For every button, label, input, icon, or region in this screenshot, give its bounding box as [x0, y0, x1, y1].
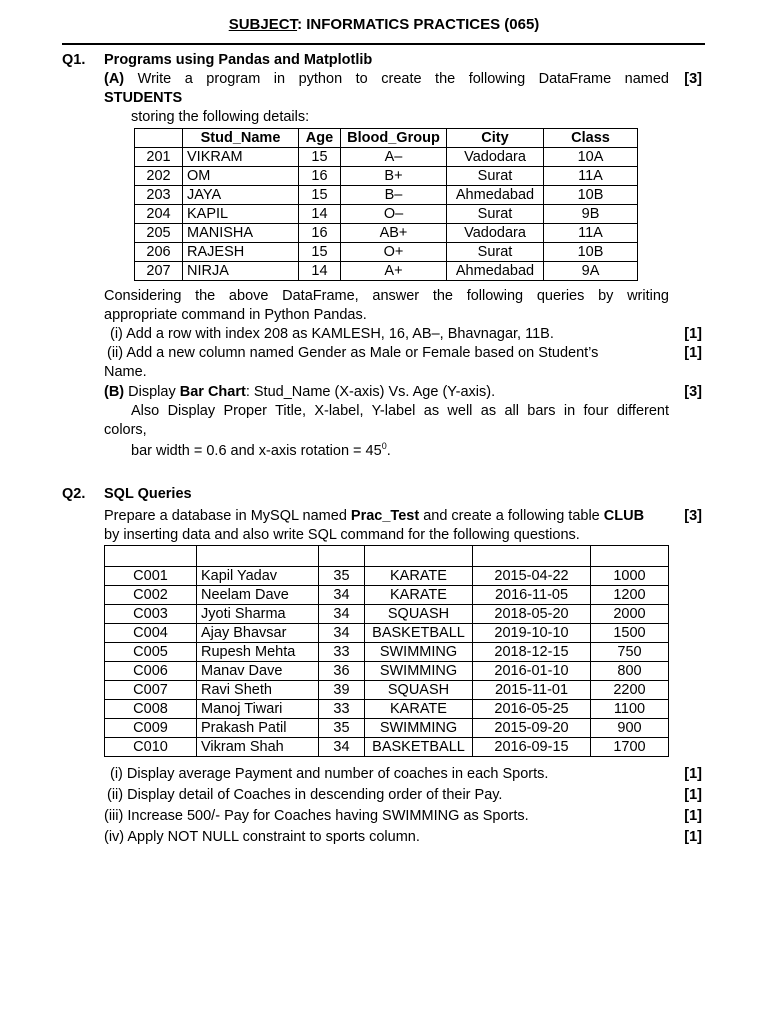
q2-intro-1b: and create a following table [419, 508, 604, 524]
students-cell: Vadodara [447, 224, 544, 243]
students-cell: 201 [135, 148, 183, 167]
students-cell: 9B [544, 205, 638, 224]
club-header-cell [473, 546, 591, 567]
club-cell: SQUASH [365, 605, 473, 624]
students-row [135, 148, 638, 167]
students-header-cell: Blood_Group [341, 129, 447, 148]
club-cell: C006 [105, 662, 197, 681]
students-cell: OM [183, 167, 299, 186]
club-row [105, 738, 669, 757]
q2-query-iv: (iv) Apply NOT NULL constraint to sports column. [104, 829, 420, 845]
q1-a-text-body: Write a program in python to create the following DataFrame named [137, 71, 670, 87]
q2-intro-2: by inserting data and also write SQL command for the following questions. [104, 527, 580, 543]
club-cell: 34 [319, 586, 365, 605]
club-header-cell [365, 546, 473, 567]
students-table [134, 128, 638, 281]
club-cell: 2200 [591, 681, 669, 700]
club-cell: C009 [105, 719, 197, 738]
subject-title: : INFORMATICS PRACTICES (065) [297, 16, 540, 33]
club-cell: 1700 [591, 738, 669, 757]
q2-query-iii-mark: [1] [684, 808, 702, 824]
club-cell: 1500 [591, 624, 669, 643]
club-cell: 2015-04-22 [473, 567, 591, 586]
students-header-cell: Stud_Name [183, 129, 299, 148]
students-cell: Ahmedabad [447, 186, 544, 205]
q1-a-bold: STUDENTS [104, 90, 183, 106]
q2-title: SQL Queries [104, 486, 192, 502]
q1-consider-2: appropriate command in Python Pandas. [104, 307, 367, 323]
club-cell: 2015-09-20 [473, 719, 591, 738]
club-cell: Kapil Yadav [197, 567, 319, 586]
club-row [105, 605, 669, 624]
q1-consider-1: Considering the above DataFrame, answer the following queries by writing [104, 288, 669, 304]
club-cell: 34 [319, 624, 365, 643]
q1-b-text-b: : Stud_Name (X-axis) Vs. Age (Y-axis). [245, 384, 496, 400]
club-cell: 2015-11-01 [473, 681, 591, 700]
club-cell: 35 [319, 567, 365, 586]
club-header-row [105, 546, 669, 567]
club-cell: Jyoti Sharma [197, 605, 319, 624]
club-cell: SQUASH [365, 681, 473, 700]
club-cell: 33 [319, 700, 365, 719]
q1-query-ii-cont: Name. [104, 364, 147, 380]
students-cell: 15 [299, 186, 341, 205]
students-cell: O+ [341, 243, 447, 262]
club-cell: BASKETBALL [365, 624, 473, 643]
club-cell: C001 [105, 567, 197, 586]
club-row [105, 681, 669, 700]
students-cell: 14 [299, 262, 341, 281]
q2-number: Q2. [62, 486, 86, 502]
club-cell: 2018-05-20 [473, 605, 591, 624]
club-cell: Prakash Patil [197, 719, 319, 738]
club-row [105, 567, 669, 586]
q1-query-ii-mark: [1] [684, 345, 702, 361]
club-cell: Ajay Bhavsar [197, 624, 319, 643]
club-cell: SWIMMING [365, 662, 473, 681]
club-cell: 1100 [591, 700, 669, 719]
students-cell: NIRJA [183, 262, 299, 281]
q2-query-ii-mark: [1] [684, 787, 702, 803]
q1-a-text [104, 71, 669, 87]
club-cell: 34 [319, 605, 365, 624]
club-cell: C004 [105, 624, 197, 643]
students-header-row [135, 129, 638, 148]
students-row [135, 167, 638, 186]
club-cell: Rupesh Mehta [197, 643, 319, 662]
club-row [105, 624, 669, 643]
club-header-cell [319, 546, 365, 567]
q2-intro-1 [104, 508, 644, 524]
club-cell: SWIMMING [365, 643, 473, 662]
club-cell: C010 [105, 738, 197, 757]
club-cell: 1000 [591, 567, 669, 586]
q1-b-mark: [3] [684, 384, 702, 400]
students-cell: 205 [135, 224, 183, 243]
q1-b-label: (B) [104, 384, 125, 400]
club-row [105, 662, 669, 681]
q2-query-iv-mark: [1] [684, 829, 702, 845]
q1-title: Programs using Pandas and Matplotlib [104, 52, 373, 68]
students-cell: 204 [135, 205, 183, 224]
students-header-cell: City [447, 129, 544, 148]
q2-query-ii: (ii) Display detail of Coaches in descending order of their Pay. [107, 787, 503, 803]
students-header-cell: Age [299, 129, 341, 148]
club-cell: 2016-11-05 [473, 586, 591, 605]
club-cell: Vikram Shah [197, 738, 319, 757]
students-cell: B– [341, 186, 447, 205]
club-row [105, 643, 669, 662]
club-cell: 2016-01-10 [473, 662, 591, 681]
students-cell: 203 [135, 186, 183, 205]
club-cell: 2019-10-10 [473, 624, 591, 643]
students-header-cell: Class [544, 129, 638, 148]
q1-query-ii: (ii) Add a new column named Gender as Male or Female based on Student’s [107, 345, 599, 361]
q1-b-bold: Bar Chart [179, 384, 246, 400]
club-cell: 36 [319, 662, 365, 681]
q1-b-line3: colors, [104, 422, 147, 438]
club-cell: Neelam Dave [197, 586, 319, 605]
header-rule [62, 43, 705, 45]
students-cell: 202 [135, 167, 183, 186]
club-header-cell [105, 546, 197, 567]
q2-intro-table: CLUB [603, 508, 645, 524]
q1-a-text2: storing the following details: [131, 109, 310, 125]
club-cell: 33 [319, 643, 365, 662]
q1-a-mark: [3] [684, 71, 702, 87]
students-cell: VIKRAM [183, 148, 299, 167]
students-cell: 11A [544, 224, 638, 243]
students-cell: 11A [544, 167, 638, 186]
students-cell: A+ [341, 262, 447, 281]
students-cell: 15 [299, 243, 341, 262]
subject-label: SUBJECT [228, 16, 298, 33]
club-cell: 2000 [591, 605, 669, 624]
club-table [104, 545, 669, 757]
club-cell: KARATE [365, 567, 473, 586]
q2-query-i-mark: [1] [684, 766, 702, 782]
students-header-cell [135, 129, 183, 148]
students-cell: MANISHA [183, 224, 299, 243]
q2-intro-db: Prac_Test [350, 508, 420, 524]
students-cell: AB+ [341, 224, 447, 243]
students-row [135, 186, 638, 205]
club-row [105, 700, 669, 719]
club-row [105, 719, 669, 738]
club-cell: 750 [591, 643, 669, 662]
students-cell: RAJESH [183, 243, 299, 262]
club-cell: BASKETBALL [365, 738, 473, 757]
club-cell: C002 [105, 586, 197, 605]
q1-b-end: . [386, 442, 391, 459]
club-header-cell [591, 546, 669, 567]
club-cell: 800 [591, 662, 669, 681]
club-cell: C008 [105, 700, 197, 719]
q1-b-line2: Also Display Proper Title, X-label, Y-label as well as all bars in four different [131, 403, 669, 419]
students-cell: JAYA [183, 186, 299, 205]
students-cell: 9A [544, 262, 638, 281]
q1-b-text [104, 384, 495, 400]
club-row [105, 586, 669, 605]
students-row [135, 243, 638, 262]
students-cell: 16 [299, 167, 341, 186]
club-cell: 2016-09-15 [473, 738, 591, 757]
club-cell: C005 [105, 643, 197, 662]
students-row [135, 224, 638, 243]
q1-b-text-a: Display [124, 384, 180, 400]
students-cell: B+ [341, 167, 447, 186]
students-cell: 14 [299, 205, 341, 224]
students-cell: Surat [447, 243, 544, 262]
q2-query-iii: (iii) Increase 500/- Pay for Coaches having SWIMMING as Sports. [104, 808, 529, 824]
students-cell: Surat [447, 167, 544, 186]
students-cell: 206 [135, 243, 183, 262]
q1-b-sup: 0 [381, 441, 387, 451]
students-cell: 16 [299, 224, 341, 243]
club-cell: KARATE [365, 700, 473, 719]
students-row [135, 205, 638, 224]
q1-query-i: (i) Add a row with index 208 as KAMLESH, 16, AB–, Bhavnagar, 11B. [110, 326, 554, 342]
students-cell: 15 [299, 148, 341, 167]
students-cell: A– [341, 148, 447, 167]
students-cell: KAPIL [183, 205, 299, 224]
club-cell: C007 [105, 681, 197, 700]
club-cell: Manav Dave [197, 662, 319, 681]
students-cell: 10B [544, 186, 638, 205]
q2-query-i: (i) Display average Payment and number of coaches in each Sports. [110, 766, 549, 782]
club-cell: 2016-05-25 [473, 700, 591, 719]
q1-b-line4 [131, 441, 391, 459]
club-cell: KARATE [365, 586, 473, 605]
club-cell: 34 [319, 738, 365, 757]
students-cell: Surat [447, 205, 544, 224]
q2-intro-mark: [3] [684, 508, 702, 524]
club-header-cell [197, 546, 319, 567]
club-cell: 2018-12-15 [473, 643, 591, 662]
club-cell: 35 [319, 719, 365, 738]
q2-intro-1a: Prepare a database in MySQL named [104, 508, 351, 524]
club-cell: Manoj Tiwari [197, 700, 319, 719]
students-cell: Vadodara [447, 148, 544, 167]
club-cell: 39 [319, 681, 365, 700]
club-cell: Ravi Sheth [197, 681, 319, 700]
club-cell: SWIMMING [365, 719, 473, 738]
club-cell: C003 [105, 605, 197, 624]
students-cell: Ahmedabad [447, 262, 544, 281]
club-cell: 1200 [591, 586, 669, 605]
students-row [135, 262, 638, 281]
students-cell: 10B [544, 243, 638, 262]
q1-number: Q1. [62, 52, 86, 68]
club-cell: 900 [591, 719, 669, 738]
q1-a-label: (A) [104, 71, 125, 87]
q1-query-i-mark: [1] [684, 326, 702, 342]
students-cell: O– [341, 205, 447, 224]
subject-header [0, 16, 768, 33]
students-cell: 207 [135, 262, 183, 281]
q1-b-line4-text: bar width = 0.6 and x-axis rotation = 45 [131, 442, 382, 459]
students-cell: 10A [544, 148, 638, 167]
